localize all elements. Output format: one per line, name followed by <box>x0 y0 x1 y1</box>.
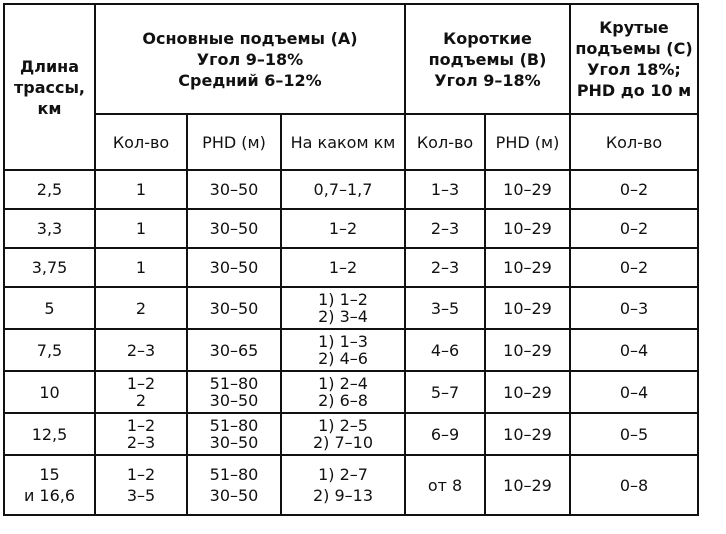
cell-line: 2) 9–13 <box>312 486 374 505</box>
cell-line: 2) 3–4 <box>318 307 368 326</box>
length-cell <box>4 455 95 515</box>
header-group-a-line: Средний 6–12% <box>178 70 322 90</box>
cell-line: и 16,6 <box>23 486 76 505</box>
c-count-cell <box>570 413 698 455</box>
cell-line: 1) 2–4 <box>318 374 368 393</box>
c-count-cell <box>570 170 698 209</box>
a-count-cell <box>95 371 187 413</box>
b-phd-cell <box>485 170 570 209</box>
cell-line: 1 <box>135 219 147 238</box>
cell-line: 1–2 <box>126 416 156 435</box>
cell-line: 15 <box>39 465 60 484</box>
cell-line: 5–7 <box>430 382 460 402</box>
b-count-cell <box>405 413 485 455</box>
header-group-c-line: Угол 18%; <box>587 60 681 79</box>
c-count-cell <box>570 329 698 371</box>
cell-line: 10 <box>39 382 60 402</box>
cell-line: 0–3 <box>619 298 649 318</box>
cell-line: 12,5 <box>31 424 68 444</box>
cell-line: 10–29 <box>503 180 552 199</box>
a-phd-cell <box>187 248 281 287</box>
cell-line: 10–29 <box>503 298 552 318</box>
b-phd-cell <box>485 209 570 248</box>
b-phd-cell <box>485 413 570 455</box>
a-phd-cell <box>187 170 281 209</box>
subheader-b-count: Кол-во <box>405 114 485 170</box>
a-km-cell <box>281 170 405 209</box>
cell-line: 1) 1–3 <box>318 332 368 351</box>
subheader-c-count: Кол-во <box>570 114 698 170</box>
cell-line: 2 <box>135 298 147 318</box>
b-phd-cell <box>485 455 570 515</box>
cell-line: 10–29 <box>503 424 552 444</box>
cell-line: 30–50 <box>209 486 259 505</box>
a-count-cell <box>95 413 187 455</box>
c-count-cell <box>570 455 698 515</box>
cell-line: 0–5 <box>619 424 649 444</box>
table-row <box>4 170 698 209</box>
a-km-cell <box>281 371 405 413</box>
length-cell <box>4 170 95 209</box>
cell-line: 10–29 <box>503 219 552 238</box>
header-group-c-line: PHD до 10 м <box>576 81 692 100</box>
header-length-line: км <box>37 98 62 118</box>
header-length-line: трассы, <box>13 77 86 97</box>
length-cell <box>4 287 95 329</box>
b-phd-cell <box>485 248 570 287</box>
cell-line: 1–3 <box>430 180 460 199</box>
cell-line: 51–80 <box>209 374 259 393</box>
cell-line: 0–2 <box>619 180 649 199</box>
subheader-a-count: Кол-во <box>95 114 187 170</box>
length-cell <box>4 329 95 371</box>
cell-line: 2–3 <box>430 219 460 238</box>
a-km-cell <box>281 329 405 371</box>
b-count-cell <box>405 170 485 209</box>
c-count-cell <box>570 287 698 329</box>
a-phd-cell <box>187 413 281 455</box>
cell-line: 1) 2–5 <box>318 416 368 435</box>
climbs-table <box>3 3 699 516</box>
a-km-cell <box>281 248 405 287</box>
table-row <box>4 209 698 248</box>
a-phd-cell <box>187 209 281 248</box>
header-group-a-line: Основные подъемы (А) <box>142 28 358 48</box>
cell-line: 2) 4–6 <box>318 349 368 368</box>
cell-line: 3,3 <box>36 219 63 238</box>
a-phd-cell <box>187 371 281 413</box>
cell-line: 5 <box>44 298 55 318</box>
cell-line: 2) 7–10 <box>312 433 374 452</box>
cell-line: 51–80 <box>209 465 259 484</box>
cell-line: 4–6 <box>430 340 460 360</box>
cell-line: 2) 6–8 <box>318 391 368 410</box>
c-count-cell <box>570 209 698 248</box>
cell-line: от 8 <box>427 475 463 495</box>
length-cell <box>4 248 95 287</box>
cell-line: 30–50 <box>209 258 259 277</box>
a-km-cell <box>281 413 405 455</box>
cell-line: 10–29 <box>503 258 552 277</box>
b-count-cell <box>405 209 485 248</box>
cell-line: 3–5 <box>430 298 460 318</box>
table-row <box>4 371 698 413</box>
cell-line: 3,75 <box>31 258 68 277</box>
cell-line: 30–50 <box>209 391 259 410</box>
cell-line: 30–50 <box>209 433 259 452</box>
cell-line: 2–3 <box>126 340 156 360</box>
cell-line: 30–65 <box>209 340 259 360</box>
cell-line: 30–50 <box>209 298 259 318</box>
header-group-b <box>405 4 570 114</box>
cell-line: 7,5 <box>36 340 63 360</box>
b-count-cell <box>405 455 485 515</box>
header-row <box>4 4 698 114</box>
cell-line: 2–3 <box>126 433 156 452</box>
a-phd-cell <box>187 287 281 329</box>
cell-line: 0–8 <box>619 475 649 495</box>
cell-line: 1) 2–7 <box>318 465 368 484</box>
cell-line: 30–50 <box>209 219 259 238</box>
cell-line: 0,7–1,7 <box>313 180 373 199</box>
b-phd-cell <box>485 371 570 413</box>
b-phd-cell <box>485 329 570 371</box>
header-group-c <box>570 4 698 114</box>
cell-line: 10–29 <box>503 340 552 360</box>
cell-line: 1) 1–2 <box>318 290 368 309</box>
table-row <box>4 455 698 515</box>
a-count-cell <box>95 287 187 329</box>
cell-line: 2,5 <box>36 180 63 199</box>
cell-line: 10–29 <box>503 475 552 495</box>
cell-line: 2 <box>135 391 147 410</box>
header-group-a <box>95 4 405 114</box>
table-row <box>4 413 698 455</box>
subheader-row <box>4 114 698 170</box>
a-count-cell <box>95 329 187 371</box>
b-count-cell <box>405 287 485 329</box>
header-group-c-line: Крутые <box>599 18 669 37</box>
cell-line: 0–4 <box>619 382 649 402</box>
b-count-cell <box>405 329 485 371</box>
cell-line: 10–29 <box>503 382 552 402</box>
a-count-cell <box>95 170 187 209</box>
a-count-cell <box>95 248 187 287</box>
header-group-c-line: подъемы (С) <box>575 39 693 58</box>
header-group-a-line: Угол 9–18% <box>196 49 304 69</box>
header-length-line: Длина <box>19 56 80 76</box>
cell-line: 3–5 <box>126 486 156 505</box>
cell-line: 0–4 <box>619 340 649 360</box>
cell-line: 2–3 <box>430 258 460 277</box>
table-row <box>4 248 698 287</box>
cell-line: 1 <box>135 180 147 199</box>
cell-line: 1 <box>135 258 147 277</box>
cell-line: 1–2 <box>126 374 156 393</box>
table-row <box>4 287 698 329</box>
header-group-b-line: Короткие <box>443 28 532 48</box>
header-group-b-line: Угол 9–18% <box>434 70 541 90</box>
b-count-cell <box>405 248 485 287</box>
cell-line: 1–2 <box>328 219 358 238</box>
subheader-a-phd: PHD (м) <box>187 114 281 170</box>
subheader-b-phd: PHD (м) <box>485 114 570 170</box>
cell-line: 1–2 <box>328 258 358 277</box>
a-phd-cell <box>187 455 281 515</box>
length-cell <box>4 209 95 248</box>
c-count-cell <box>570 371 698 413</box>
b-count-cell <box>405 371 485 413</box>
length-cell <box>4 371 95 413</box>
cell-line: 30–50 <box>209 180 259 199</box>
cell-line: 1–2 <box>126 465 156 484</box>
c-count-cell <box>570 248 698 287</box>
header-group-b-line: подъемы (В) <box>428 49 547 69</box>
a-km-cell <box>281 209 405 248</box>
cell-line: 0–2 <box>619 219 649 238</box>
cell-line: 0–2 <box>619 258 649 277</box>
cell-line: 6–9 <box>430 424 460 444</box>
subheader-a-km: На каком км <box>281 114 405 170</box>
length-cell <box>4 413 95 455</box>
b-phd-cell <box>485 287 570 329</box>
a-km-cell <box>281 455 405 515</box>
cell-line: 51–80 <box>209 416 259 435</box>
a-count-cell <box>95 455 187 515</box>
table-row <box>4 329 698 371</box>
a-count-cell <box>95 209 187 248</box>
a-phd-cell <box>187 329 281 371</box>
header-length <box>4 4 95 170</box>
a-km-cell <box>281 287 405 329</box>
